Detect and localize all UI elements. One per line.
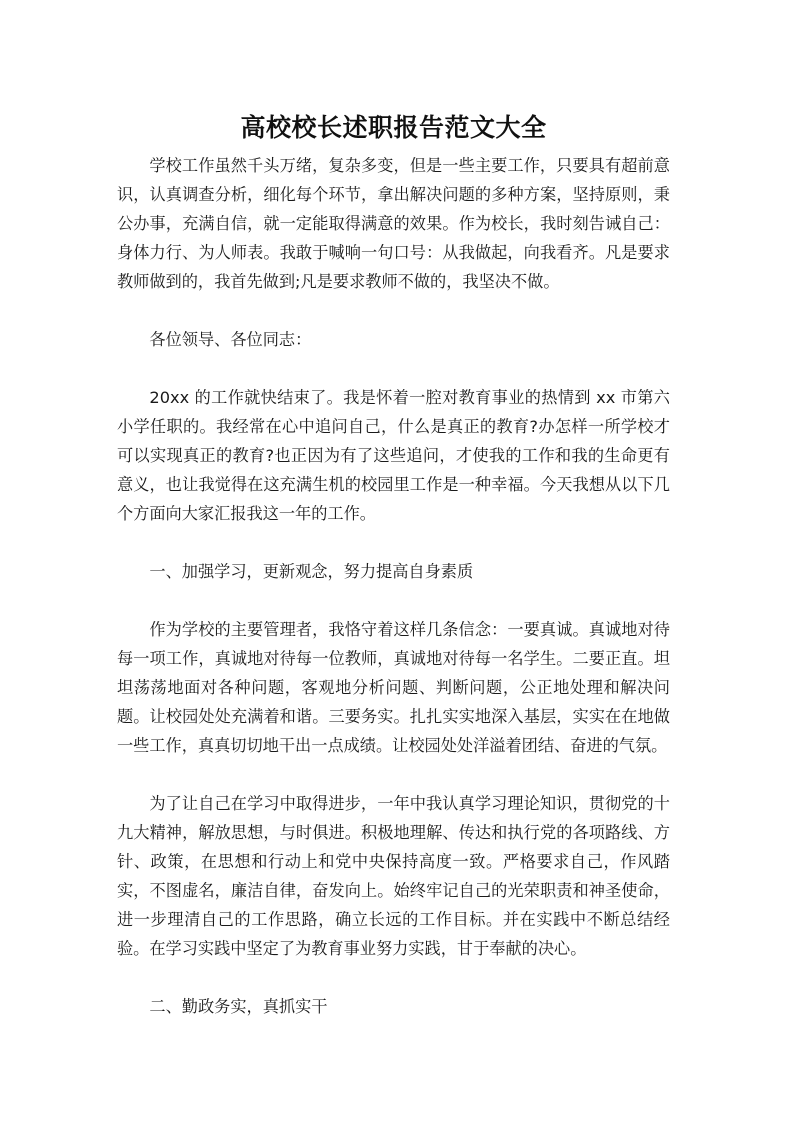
intro-paragraph: 学校工作虽然千头万绪，复杂多变，但是一些主要工作，只要具有超前意识，认真调查分析，细化每个环节，拿出解决问题的多种方案，坚持原则，秉公办事，充满自信，就一定能取得满意的效果。作为校长，我时刻告诫自己：身体力行、为人师表。我敢于喊响一句口号：从我做起，向我看齐。凡是要求教师做到的，我首先做到;凡是要求教师不做的，我坚决不做。 <box>117 156 670 291</box>
paragraph-spacer <box>117 963 670 992</box>
opening-paragraph: 20xx 的工作就快结束了。我是怀着一腔对教育事业的热情到 xx 市第六小学任职的。我经常在心中追问自己，什么是真正的教育?办怎样一所学校才可以实现真正的教育?也正因为有了这些追问，才使我的工作和我的生命更有意义，也让我觉得在这充满生机的校园里工作是一种幸福。今天我想从以下几个方面向大家汇报我这一年的工作。 <box>117 388 670 523</box>
salutation: 各位领导、各位同志： <box>149 330 312 349</box>
body-paragraph: 为了让自己在学习中取得进步，一年中我认真学习理论知识，贯彻党的十九大精神，解放思想，与时俱进。积极地理解、传达和执行党的各项路线、方针、政策，在思想和行动上和党中央保持高度一致。严格要求自己，作风踏实，不图虚名，廉洁自律，奋发向上。始终牢记自己的光荣职责和神圣使命，进一步理清自己的工作思路，确立长远的工作目标。并在实践中不断总结经验。在学习实践中坚定了为教育事业努力实践，甘于奉献的决心。 <box>117 794 670 958</box>
document-page <box>117 108 670 1021</box>
document-title: 高校校长述职报告范文大全 <box>240 113 547 142</box>
paragraph-spacer <box>117 354 670 383</box>
paragraph-spacer <box>117 528 670 557</box>
section-heading-2: 二、勤政务实，真抓实干 <box>149 997 328 1016</box>
section-heading-1: 一、加强学习，更新观念，努力提高自身素质 <box>149 562 474 581</box>
paragraph-spacer <box>117 760 670 789</box>
paragraph-spacer <box>117 296 670 325</box>
paragraph-spacer <box>117 586 670 615</box>
body-paragraph: 作为学校的主要管理者，我恪守着这样几条信念：一要真诚。真诚地对待每一项工作，真诚地对待每一位教师，真诚地对待每一名学生。二要正直。坦坦荡荡地面对各种问题，客观地分析问题、判断问题，公正地处理和解决问题。让校园处处充满着和谐。三要务实。扎扎实实地深入基层，实实在在地做一些工作，真真切切地干出一点成绩。让校园处处洋溢着团结、奋进的气氛。 <box>117 620 670 755</box>
